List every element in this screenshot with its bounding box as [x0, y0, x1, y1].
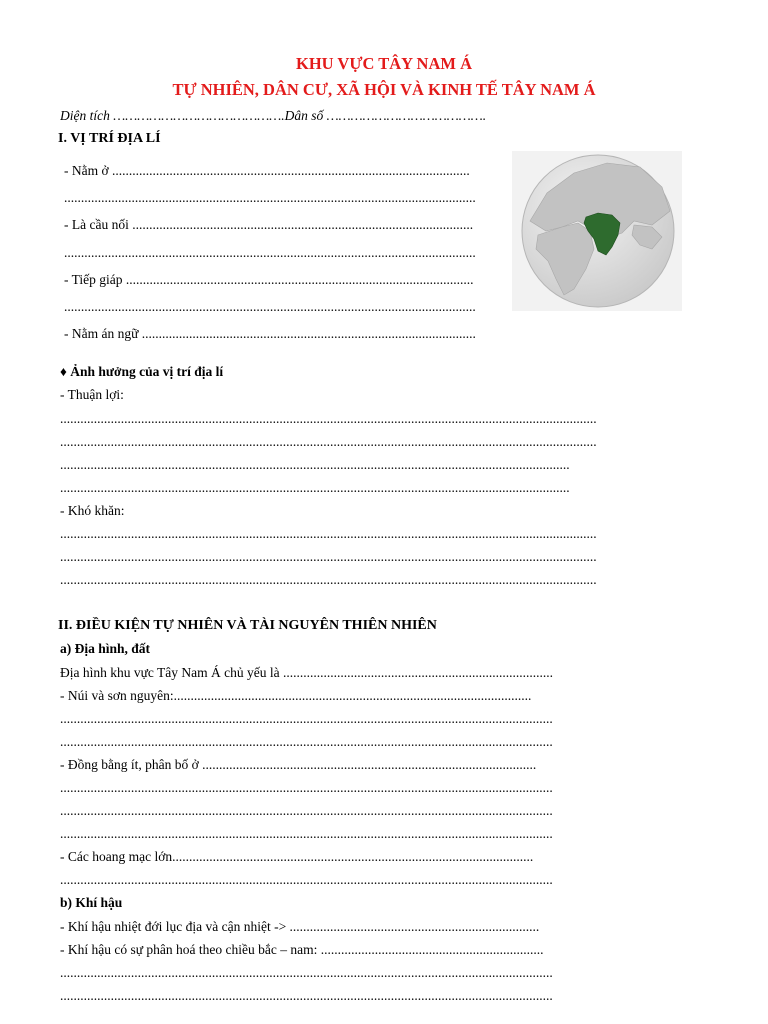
position-line-2: .......................................................................................................................... [64, 190, 476, 205]
advantages-line-1: ............................................................................................................................................................... [60, 411, 597, 426]
advantages-line-4: ....................................................................................................................................................... [60, 480, 570, 495]
sub-b-heading: b) Khí hậu [60, 895, 123, 910]
position-line-6: .......................................................................................................................... [64, 299, 476, 314]
area-population-line: Diện tích …………………………………….Dân số …………………………………. [60, 108, 487, 123]
title-region: KHU VỰC TÂY NAM Á [296, 54, 472, 73]
terrain-line-6: .................................................................................................................................................. [60, 780, 553, 795]
southwest-asia-globe-map [512, 151, 682, 311]
terrain-line-8: .................................................................................................................................................. [60, 826, 553, 841]
section-2-heading: II. ĐIỀU KIỆN TỰ NHIÊN VÀ TÀI NGUYÊN THIÊN NHIÊN [58, 618, 437, 633]
difficulties-line-2: ............................................................................................................................................................... [60, 549, 597, 564]
title-topic: TỰ NHIÊN, DÂN CƯ, XÃ HỘI VÀ KINH TẾ TÂY NAM Á [172, 80, 596, 99]
terrain-line-3: .................................................................................................................................................. [60, 711, 553, 726]
terrain-line-4: .................................................................................................................................................. [60, 734, 553, 749]
position-line-4: .......................................................................................................................... [64, 245, 476, 260]
advantages-line-2: ............................................................................................................................................................... [60, 434, 597, 449]
climate-line-4: .................................................................................................................................................. [60, 988, 553, 1003]
terrain-line-10: .................................................................................................................................................. [60, 872, 553, 887]
advantages-line-3: ....................................................................................................................................................... [60, 457, 570, 472]
section-1-heading: I. VỊ TRÍ ĐỊA LÍ [58, 131, 161, 146]
difficulties-line-1: ............................................................................................................................................................... [60, 526, 597, 541]
climate-line-2: - Khí hậu có sự phân hoá theo chiều bắc – nam: .................................................................. [60, 942, 544, 957]
terrain-line-7: .................................................................................................................................................. [60, 803, 553, 818]
terrain-line-5: - Đồng bằng ít, phân bố ở ................................................................................................... [60, 757, 537, 772]
advantages-label: - Thuận lợi: [60, 387, 124, 402]
difficulties-line-3: ............................................................................................................................................................... [60, 572, 597, 587]
position-line-3: - Là cầu nối ..................................................................................................... [64, 217, 474, 232]
globe-icon [512, 151, 682, 311]
difficulties-label: - Khó khăn: [60, 503, 125, 518]
influence-heading: ♦ Ảnh hưởng của vị trí địa lí [60, 364, 224, 379]
terrain-line-9: - Các hoang mạc lớn........................................................................................................... [60, 849, 534, 864]
terrain-line-1: Địa hình khu vực Tây Nam Á chủ yếu là ................................................................................ [60, 665, 554, 680]
position-line-1: - Nằm ở .......................................................................................................... [64, 163, 470, 178]
climate-line-1: - Khí hậu nhiệt đới lục địa và cận nhiệt -> .......................................................................... [60, 919, 540, 934]
position-line-5: - Tiếp giáp ....................................................................................................... [64, 272, 474, 287]
terrain-line-2: - Núi và sơn nguyên:.......................................................................................................... [60, 688, 532, 703]
sub-a-heading: a) Địa hình, đất [60, 641, 151, 656]
climate-line-3: .................................................................................................................................................. [60, 965, 553, 980]
position-line-7: - Nằm án ngữ ................................................................................................... [64, 326, 476, 341]
